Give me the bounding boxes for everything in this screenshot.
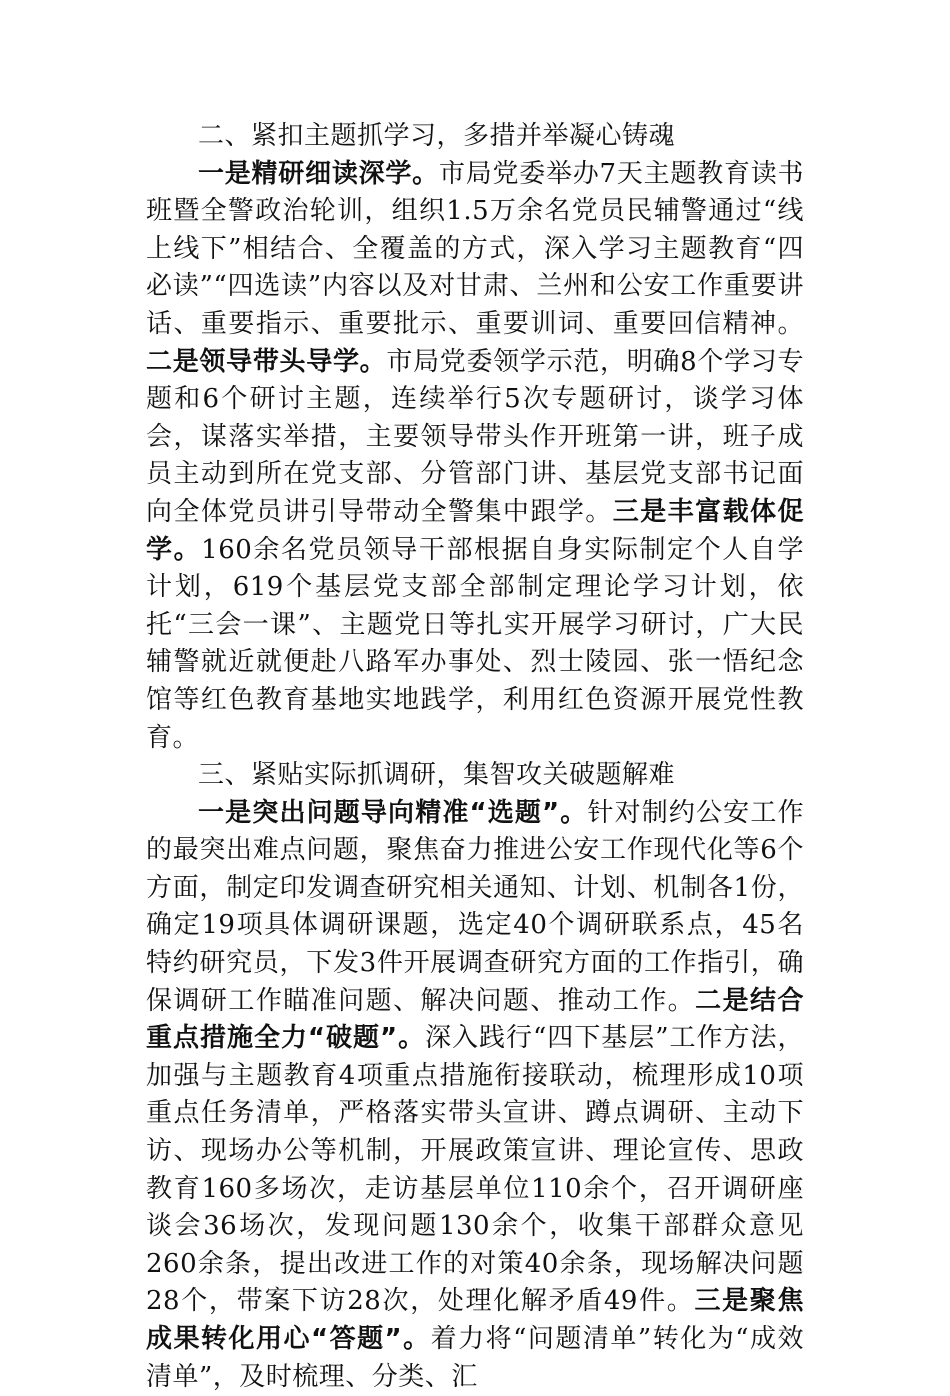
paragraph-research (146, 795, 804, 1396)
lead-phrase: 二是结合重点措施全力“破题”。 (146, 985, 804, 1054)
body-text: 市局党委举办7天主题教育读书班暨全警政治轮训，组织1.5万余名党员民辅警通过“线上线下”相结合、全覆盖的方式，深入学习主题教育“四必读”“四选读”内容以及对甘肃、兰州和公安工作重要讲话、重要指示、重要批示、重要训词、重要回信精神。 (146, 158, 804, 339)
body-text: 市局党委领学示范，明确8个学习专题和6个研讨主题，连续举行5次专题研讨，谈学习体会，谋落实举措，主要领导带头作开班第一讲，班子成员主动到所在党支部、分管部门讲、基层党支部书记面向全体党员讲引导带动全警集中跟学。 (146, 346, 804, 527)
lead-phrase: 三是丰富载体促学。 (146, 496, 804, 565)
document-body (146, 118, 804, 1396)
paragraph-study (146, 156, 804, 758)
body-text: 深入践行“四下基层”工作方法，加强与主题教育4项重点措施衔接联动，梳理形成10项重点任务清单，严格落实带头宣讲、蹲点调研、主动下访、现场办公等机制，开展政策宣讲、理论宣传、思政教育160多场次，走访基层单位110余个，召开调研座谈会36场次，发现问题130余个，收集干部群众意见260余条，提出改进工作的对策40余条，现场解决问题28个，带案下访28次，处理化解矛盾49件。 (146, 1023, 804, 1317)
lead-phrase: 三是聚焦成果转化用心“答题”。 (146, 1286, 804, 1354)
body-text: 针对制约公安工作的最突出难点问题，聚焦奋力推进公安工作现代化等6个方面，制定印发调查研究相关通知、计划、机制各1份，确定19项具体调研课题，选定40个调研联系点，45名特约研究员，下发3件开展调查研究方面的工作指引，确保调研工作瞄准问题、解决问题、推动工作。 (146, 797, 804, 1016)
body-text: 160余名党员领导干部根据自身实际制定个人自学计划，619个基层党支部全部制定理论学习计划，依托“三会一课”、主题党日等扎实开展学习研讨，广大民辅警就近就便赴八路军办事处、烈士陵园、张一悟纪念馆等红色教育基地实地践学，利用红色资源开展党性教育。 (146, 534, 804, 753)
lead-phrase: 二是领导带头导学。 (146, 346, 387, 377)
section-heading-3: 三、紧贴实际抓调研，集智攻关破题解难 (198, 760, 676, 791)
section-heading-2: 二、紧扣主题抓学习，多措并举凝心铸魂 (198, 121, 676, 151)
body-text: 着力将“问题清单”转化为“成效清单”，及时梳理、分类、汇 (146, 1324, 804, 1392)
lead-phrase: 一是突出问题导向精准“选题”。 (198, 797, 588, 828)
lead-phrase: 一是精研细读深学。 (198, 158, 439, 189)
